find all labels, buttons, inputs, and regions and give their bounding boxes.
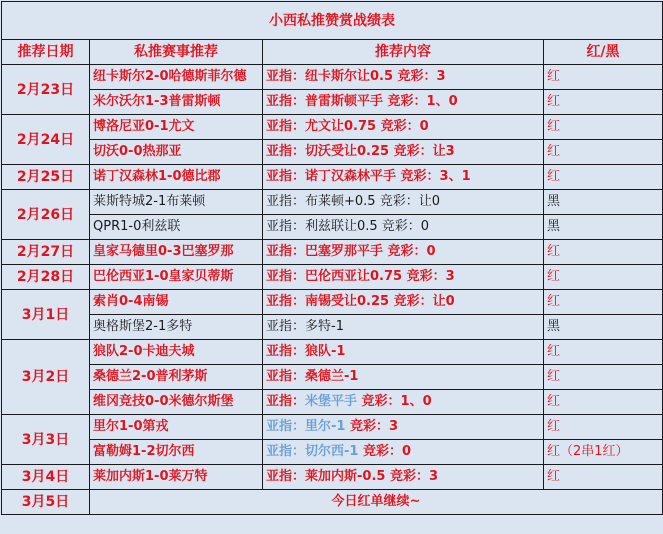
match-cell: 切沃0-0热那亚	[90, 140, 263, 165]
table-row	[2, 140, 663, 165]
table-row	[2, 290, 663, 315]
content-cell: 亚指：狼队-1	[263, 340, 544, 365]
match-cell: 索肖0-4南锡	[90, 290, 263, 315]
table-row	[2, 240, 663, 265]
match-cell: 富勒姆1-2切尔西	[90, 440, 263, 465]
date-cell: 3月4日	[2, 465, 90, 490]
match-cell: 巴伦西亚1-0皇家贝蒂斯	[90, 265, 263, 290]
content-cell: 亚指：切沃受让0.25 竞彩：让3	[263, 140, 544, 165]
result-cell: 红	[544, 390, 663, 415]
table-row	[2, 90, 663, 115]
header-date: 推荐日期	[2, 40, 90, 65]
content-cell: 亚指：巴塞罗那平手 竞彩：0	[263, 240, 544, 265]
date-cell: 2月28日	[2, 265, 90, 290]
table-row	[2, 365, 663, 390]
content-cell	[263, 415, 544, 440]
result-cell: 黑	[544, 215, 663, 240]
date-cell: 2月27日	[2, 240, 90, 265]
content-cell: 亚指：利兹联让0.5 竞彩：0	[263, 215, 544, 240]
header-row	[2, 40, 663, 65]
result-cell: 红	[544, 90, 663, 115]
date-cell: 2月24日	[2, 115, 90, 165]
content-cell: 亚指：纽卡斯尔让0.5 竞彩：3	[263, 65, 544, 90]
date-cell: 3月1日	[2, 290, 90, 340]
title-row	[2, 2, 663, 40]
date-cell: 2月23日	[2, 65, 90, 115]
table-row	[2, 215, 663, 240]
table-row	[2, 340, 663, 365]
match-cell: 里尔1-0第戎	[90, 415, 263, 440]
date-cell: 2月26日	[2, 190, 90, 240]
match-cell: 博洛尼亚0-1尤文	[90, 115, 263, 140]
content-cell: 亚指：多特-1	[263, 315, 544, 340]
match-cell: 莱加内斯1-0莱万特	[90, 465, 263, 490]
table-row	[2, 390, 663, 415]
content-highlight: 亚指：里尔-1	[266, 419, 346, 434]
date-cell: 3月3日	[2, 415, 90, 465]
footer-message: 今日红单继续~	[90, 490, 663, 515]
match-cell: 米尔沃尔1-3普雷斯顿	[90, 90, 263, 115]
result-cell: 红	[544, 165, 663, 190]
result-cell: 红	[544, 140, 663, 165]
content-cell: 亚指：布莱顿+0.5 竞彩：让0	[263, 190, 544, 215]
result-cell: 红	[544, 415, 663, 440]
result-cell: 黑	[544, 315, 663, 340]
content-cell	[263, 390, 544, 415]
result-cell: 红	[544, 240, 663, 265]
content-cell: 亚指：巴伦西亚让0.75 竞彩：3	[263, 265, 544, 290]
content-cell: 亚指：桑德兰-1	[263, 365, 544, 390]
match-cell: QPR1-0利兹联	[90, 215, 263, 240]
date-cell: 3月5日	[2, 490, 90, 515]
content-cell	[263, 440, 544, 465]
result-cell: 红	[544, 115, 663, 140]
table-row	[2, 190, 663, 215]
table-row	[2, 415, 663, 440]
table-row	[2, 465, 663, 490]
table-row	[2, 265, 663, 290]
record-table	[1, 1, 663, 515]
match-cell: 诺丁汉森林1-0德比郡	[90, 165, 263, 190]
match-cell: 奥格斯堡2-1多特	[90, 315, 263, 340]
content-cell: 亚指：南锡受让0.25 竞彩：让0	[263, 290, 544, 315]
table-row	[2, 440, 663, 465]
table-row	[2, 165, 663, 190]
content-cell: 亚指：普雷斯顿平手 竞彩：1、0	[263, 90, 544, 115]
content-highlight: 亚指：切尔西-1	[266, 444, 359, 459]
header-content: 推荐内容	[263, 40, 544, 65]
result-cell: 红	[544, 65, 663, 90]
header-match: 私推赛事推荐	[90, 40, 263, 65]
match-cell: 莱斯特城2-1布莱顿	[90, 190, 263, 215]
match-cell: 狼队2-0卡迪夫城	[90, 340, 263, 365]
content-cell: 亚指：尤文让0.75 竞彩：0	[263, 115, 544, 140]
table-row	[2, 115, 663, 140]
content-suffix: 竞彩：3	[345, 419, 399, 434]
content-cell: 亚指：莱加内斯-0.5 竞彩：3	[263, 465, 544, 490]
result-cell: 黑	[544, 190, 663, 215]
content-suffix: 竞彩：1、0	[357, 394, 432, 409]
result-cell: 红（2串1红）	[544, 440, 663, 465]
table-row	[2, 65, 663, 90]
result-cell: 红	[544, 290, 663, 315]
content-cell: 亚指：诺丁汉森林平手 竞彩：3、1	[263, 165, 544, 190]
table-row	[2, 315, 663, 340]
date-cell: 3月2日	[2, 340, 90, 415]
match-cell: 桑德兰2-0普利茅斯	[90, 365, 263, 390]
match-cell: 纽卡斯尔2-0哈德斯菲尔德	[90, 65, 263, 90]
content-highlight: 米堡平手	[305, 394, 358, 409]
date-cell: 2月25日	[2, 165, 90, 190]
content-prefix: 亚指：	[266, 394, 306, 409]
header-result: 红/黑	[544, 40, 663, 65]
match-cell: 维冈竞技0-0米德尔斯堡	[90, 390, 263, 415]
result-cell: 红	[544, 340, 663, 365]
result-cell: 红	[544, 465, 663, 490]
table-title: 小西私推赞赏战绩表	[2, 2, 663, 40]
result-cell: 红	[544, 265, 663, 290]
result-cell: 红	[544, 365, 663, 390]
footer-row	[2, 490, 663, 515]
match-cell: 皇家马德里0-3巴塞罗那	[90, 240, 263, 265]
content-suffix: 竞彩：0	[358, 444, 412, 459]
